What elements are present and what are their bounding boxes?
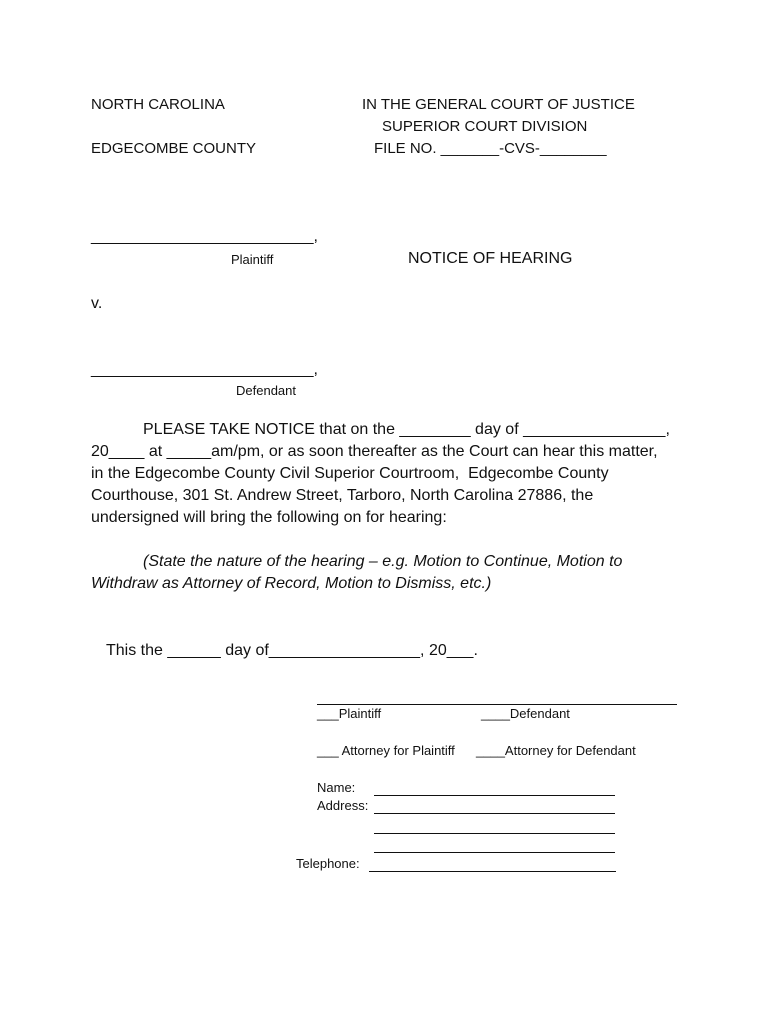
telephone-field-line (369, 871, 616, 872)
address-field-line-3 (374, 852, 615, 853)
versus-label: v. (91, 295, 103, 312)
signature-line (317, 704, 677, 705)
county-heading: EDGECOMBE COUNTY (91, 140, 257, 157)
plaintiff-checkbox-label: ___Plaintiff (317, 706, 382, 721)
telephone-label: Telephone: (296, 856, 360, 871)
name-field-line (374, 795, 615, 796)
notice-line-4: Courthouse, 301 St. Andrew Street, Tarboro, North Carolina 27886, the (91, 487, 594, 504)
plaintiff-name-line: _________________________, (91, 228, 318, 245)
nature-line-2: Withdraw as Attorney of Record, Motion to Dismiss, etc.) (91, 575, 492, 592)
document-title: NOTICE OF HEARING (408, 250, 573, 267)
attorney-defendant-option: ____Attorney for Defendant (476, 743, 636, 758)
state-heading: NORTH CAROLINA (91, 96, 225, 113)
address-label: Address: (317, 798, 369, 813)
court-heading: IN THE GENERAL COURT OF JUSTICE (362, 96, 635, 113)
defendant-name-line: _________________________, (91, 361, 318, 378)
notice-line-1: PLEASE TAKE NOTICE that on the ________ day of ________________, (143, 421, 670, 438)
plaintiff-label: Plaintiff (231, 252, 274, 267)
nature-line-1: (State the nature of the hearing – e.g. Motion to Continue, Motion to (143, 553, 623, 570)
address-field-line-1 (374, 813, 615, 814)
name-label: Name: (317, 780, 356, 795)
notice-line-2: 20____ at _____am/pm, or as soon thereafter as the Court can hear this matter, (91, 443, 658, 460)
notice-line-5: undersigned will bring the following on for hearing: (91, 509, 447, 526)
notice-line-3: in the Edgecombe County Civil Superior Courtroom, Edgecombe County (91, 465, 609, 482)
division-heading: SUPERIOR COURT DIVISION (382, 118, 588, 135)
attorney-plaintiff-option: ___ Attorney for Plaintiff (317, 743, 455, 758)
address-field-line-2 (374, 833, 615, 834)
defendant-checkbox-label: ____Defendant (481, 706, 570, 721)
file-number: FILE NO. _______-CVS-________ (374, 140, 607, 157)
defendant-label: Defendant (236, 383, 296, 398)
date-line: This the ______ day of_________________, 20___. (106, 642, 478, 659)
